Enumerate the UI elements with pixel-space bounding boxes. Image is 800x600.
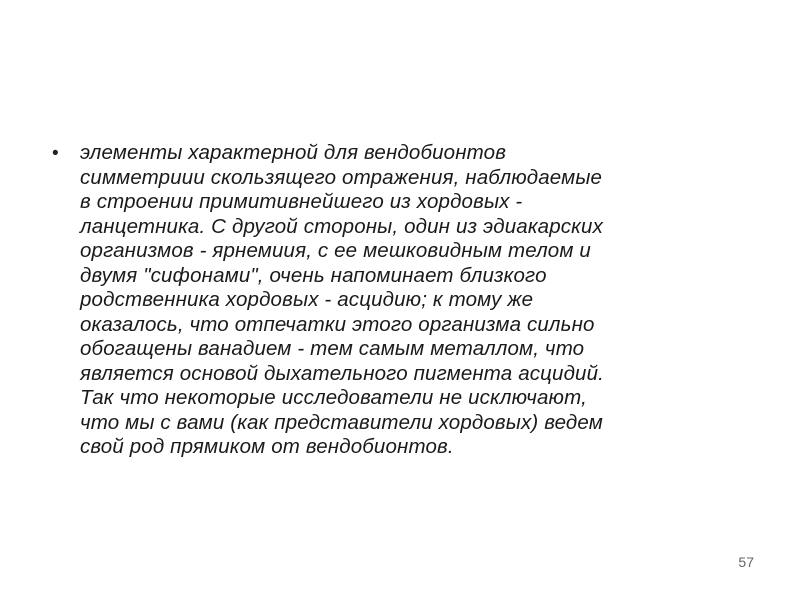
text-line: симметриии скользящего отражения, наблюдаемые	[80, 165, 603, 189]
bullet-item	[52, 141, 752, 460]
text-line: Так что некоторые исследователи не исключают,	[80, 386, 587, 409]
text-line: ланцетника. С другой стороны, один из эдиакарских	[80, 214, 603, 238]
text-line: является основой дыхательного пигмента асцидий.	[80, 361, 605, 385]
page-number: 57	[738, 554, 754, 570]
bullet-text	[80, 141, 752, 460]
text-line: двумя "сифонами", очень напоминает близкого	[80, 263, 547, 287]
text-line: родственника хордовых - асцидию; к тому же	[80, 288, 534, 311]
text-line: оказалось, что отпечатки этого организма сильно	[80, 312, 595, 336]
text-line: элементы характерной для вендобионтов	[80, 141, 507, 164]
text-line: свой род прямиком от вендобионтов.	[80, 435, 454, 458]
text-line: что мы с вами (как представители хордовых) ведем	[80, 410, 603, 434]
text-line: организмов - ярнемиия, с ее мешковидным телом и	[80, 239, 591, 262]
text-line: в строении примитивнейшего из хордовых -	[80, 190, 523, 213]
bullet-icon: •	[52, 143, 59, 164]
text-line: обогащены ванадием - тем самым металлом, что	[80, 337, 585, 360]
